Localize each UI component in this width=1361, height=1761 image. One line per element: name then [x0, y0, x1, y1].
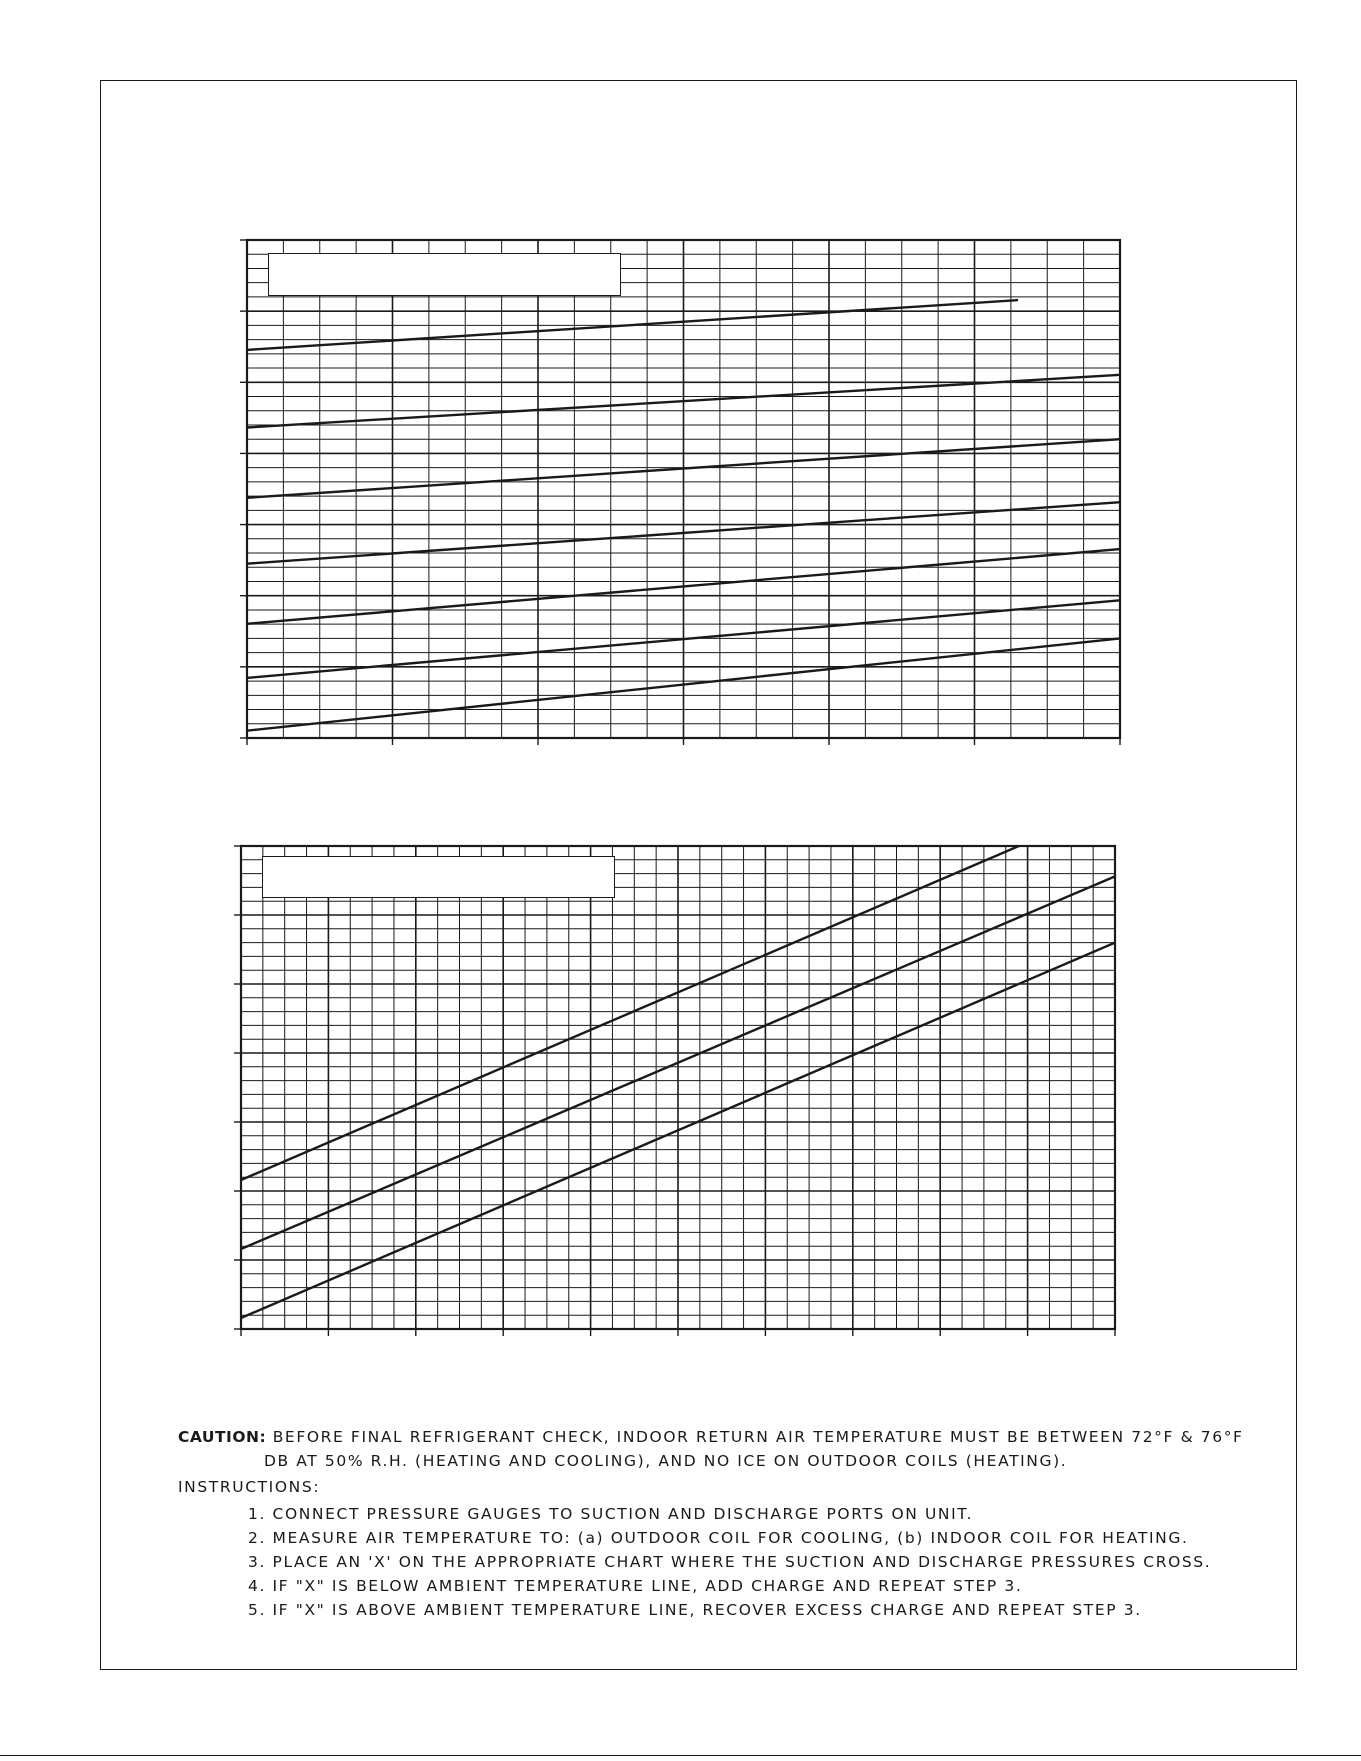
caution-label: CAUTION:	[178, 1428, 267, 1446]
heating-chart-legend-box	[262, 856, 615, 898]
caution-text-line2: DB AT 50% R.H. (HEATING AND COOLING), AND NO ICE ON OUTDOOR COILS (HEATING).	[264, 1452, 1068, 1470]
cooling-chart	[0, 228, 1361, 768]
caution-line	[178, 1425, 1288, 1449]
instruction-step-4: 4. IF "X" IS BELOW AMBIENT TEMPERATURE LINE, ADD CHARGE AND REPEAT STEP 3.	[248, 1577, 1023, 1595]
instruction-step-5: 5. IF "X" IS ABOVE AMBIENT TEMPERATURE LINE, RECOVER EXCESS CHARGE AND REPEAT STEP 3.	[248, 1601, 1142, 1619]
instruction-step-2: 2. MEASURE AIR TEMPERATURE TO: (a) OUTDOOR COIL FOR COOLING, (b) INDOOR COIL FOR HEATING.	[248, 1529, 1189, 1547]
caution-text-line1: BEFORE FINAL REFRIGERANT CHECK, INDOOR RETURN AIR TEMPERATURE MUST BE BETWEEN 72°F & 76°F	[272, 1428, 1244, 1446]
instructions-heading: INSTRUCTIONS:	[178, 1478, 321, 1496]
cooling-chart-legend-box	[268, 253, 621, 296]
heating-chart	[0, 832, 1361, 1352]
instruction-step-1: 1. CONNECT PRESSURE GAUGES TO SUCTION AND DISCHARGE PORTS ON UNIT.	[248, 1505, 974, 1523]
instruction-step-3: 3. PLACE AN 'X' ON THE APPROPRIATE CHART WHERE THE SUCTION AND DISCHARGE PRESSURES CROSS.	[248, 1553, 1212, 1571]
instructions-notes	[178, 1425, 1288, 1622]
bottom-rule	[0, 1755, 1361, 1756]
instructions-list	[178, 1502, 1288, 1622]
